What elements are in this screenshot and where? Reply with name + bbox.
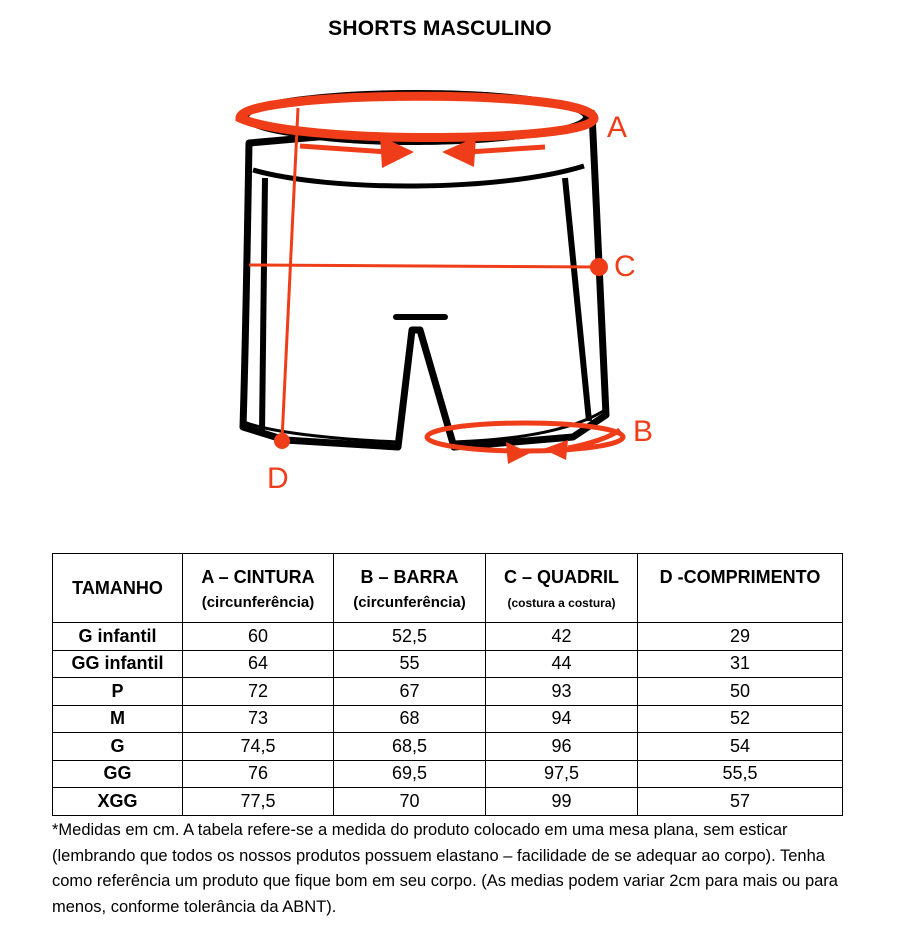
cell-hip: 94 xyxy=(486,705,638,733)
label-a: A xyxy=(607,111,628,144)
table-row xyxy=(53,623,843,651)
hip-measure-dot xyxy=(590,258,608,276)
label-b: B xyxy=(633,415,654,448)
shorts-outline xyxy=(243,113,606,447)
header-waist-sub: (circunferência) xyxy=(201,594,315,611)
table-row xyxy=(53,733,843,761)
cell-waist: 74,5 xyxy=(183,733,334,761)
cell-size: GG xyxy=(53,760,183,788)
left-side-stripe xyxy=(262,178,265,432)
header-hip-title: C – QUADRIL xyxy=(503,567,619,587)
cell-hip: 42 xyxy=(486,623,638,651)
cell-hip: 97,5 xyxy=(486,760,638,788)
cell-size: G infantil xyxy=(53,623,183,651)
cell-waist: 60 xyxy=(183,623,334,651)
hem-arrowhead-left xyxy=(543,440,568,460)
cell-size: G xyxy=(53,733,183,761)
cell-waist: 73 xyxy=(183,705,334,733)
cell-hem: 52,5 xyxy=(334,623,486,651)
header-length-title: D -COMPRIMENTO xyxy=(659,567,821,587)
cell-waist: 64 xyxy=(183,650,334,678)
header-hem xyxy=(334,554,486,623)
table-row xyxy=(53,705,843,733)
cell-hem: 69,5 xyxy=(334,760,486,788)
cell-hem: 67 xyxy=(334,678,486,706)
header-length xyxy=(638,554,843,623)
label-c: C xyxy=(614,250,636,283)
cell-waist: 72 xyxy=(183,678,334,706)
header-hem-sub: (circunferência) xyxy=(353,594,466,611)
cell-hem: 55 xyxy=(334,650,486,678)
cell-hip: 99 xyxy=(486,788,638,816)
length-measure-dot xyxy=(274,433,290,449)
cell-length: 57 xyxy=(638,788,843,816)
cell-hip: 44 xyxy=(486,650,638,678)
header-size: TAMANHO xyxy=(53,554,183,623)
header-hip xyxy=(486,554,638,623)
measurement-note: *Medidas em cm. A tabela refere-se a medida do produto colocado em uma mesa plana, sem esticar (lembrando que todos os nossos produtos possuem elastano – facilidade de se adequar ao corpo). Tenha como referência um produto que fique bom em seu corpo. (As medias podem variar 2cm para mais ou para menos, conforme tolerância da ABNT). xyxy=(52,821,838,916)
cell-waist: 76 xyxy=(183,760,334,788)
table-row xyxy=(53,650,843,678)
label-d: D xyxy=(267,462,289,495)
table-row xyxy=(53,678,843,706)
size-table xyxy=(52,553,843,816)
cell-hip: 93 xyxy=(486,678,638,706)
hem-arrowhead-right xyxy=(506,442,530,464)
cell-length: 52 xyxy=(638,705,843,733)
cell-hem: 68 xyxy=(334,705,486,733)
cell-length: 54 xyxy=(638,733,843,761)
table-header-row xyxy=(53,554,843,623)
hip-measure-line xyxy=(249,265,598,267)
cell-size: P xyxy=(53,678,183,706)
table-row xyxy=(53,788,843,816)
cell-hem: 68,5 xyxy=(334,733,486,761)
cell-hem: 70 xyxy=(334,788,486,816)
header-hem-title: B – BARRA xyxy=(360,567,459,587)
table-row xyxy=(53,760,843,788)
header-hip-sub: (costura a costura) xyxy=(507,596,616,610)
cell-hip: 96 xyxy=(486,733,638,761)
page-title: SHORTS MASCULINO xyxy=(328,17,552,40)
cell-waist: 77,5 xyxy=(183,788,334,816)
cell-size: M xyxy=(53,705,183,733)
cell-length: 55,5 xyxy=(638,760,843,788)
cell-size: GG infantil xyxy=(53,650,183,678)
cell-length: 31 xyxy=(638,650,843,678)
header-waist-title: A – CINTURA xyxy=(201,567,315,587)
cell-length: 50 xyxy=(638,678,843,706)
cell-size: XGG xyxy=(53,788,183,816)
cell-length: 29 xyxy=(638,623,843,651)
header-waist xyxy=(183,554,334,623)
